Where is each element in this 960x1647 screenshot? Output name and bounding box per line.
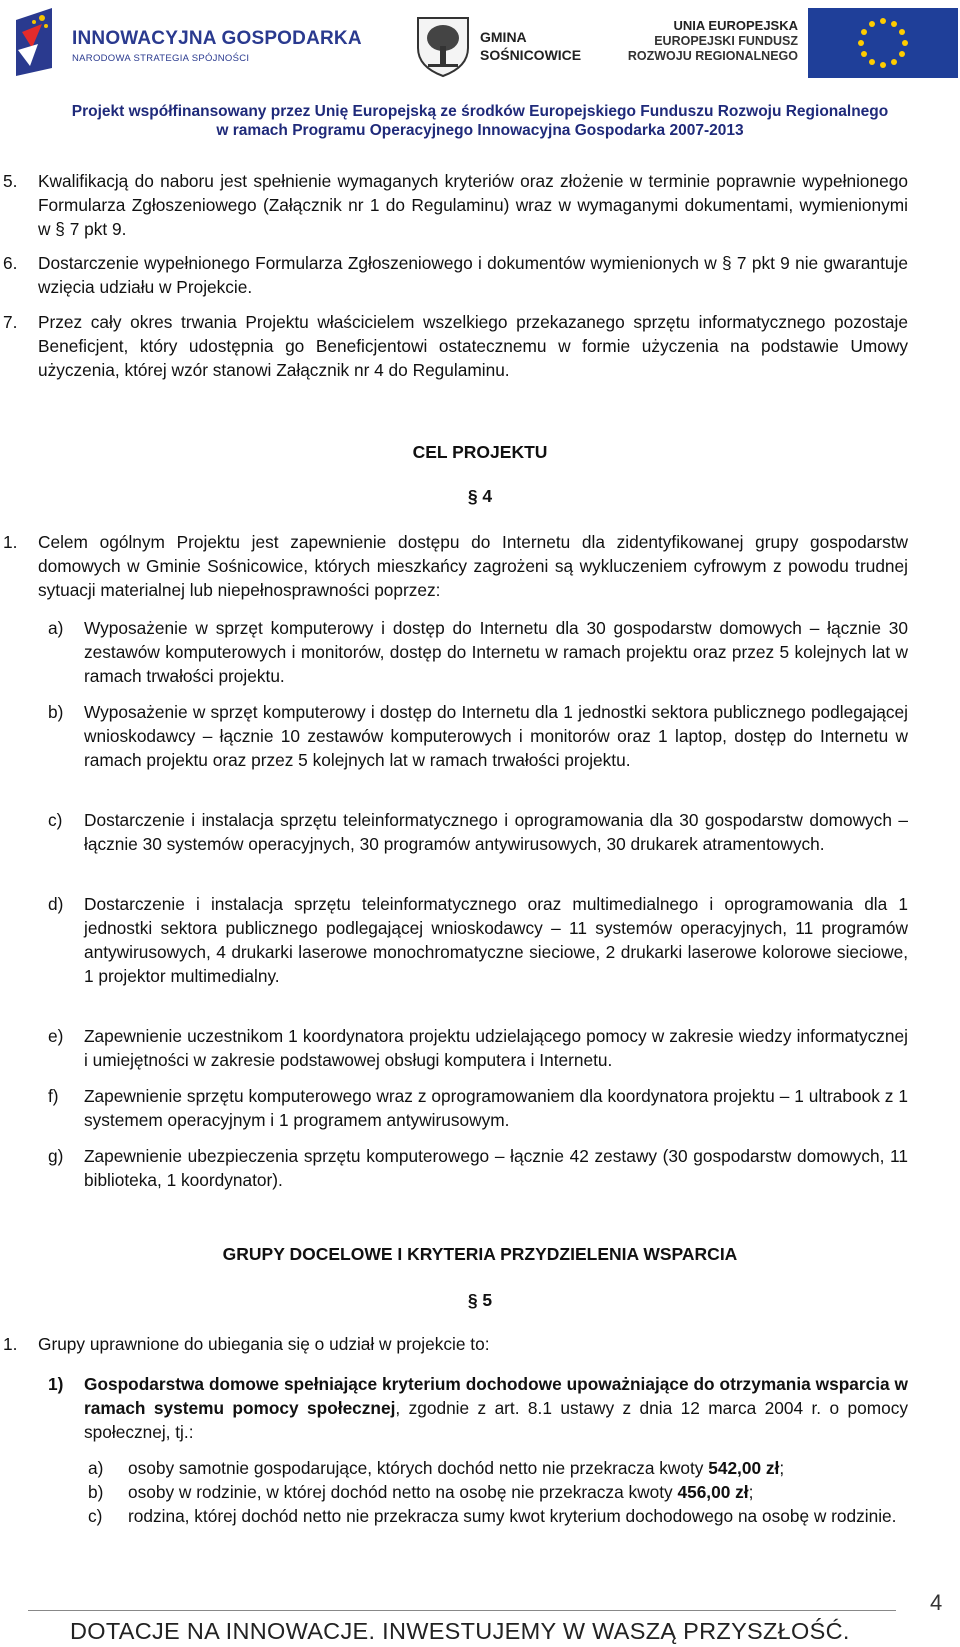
subitem-bold-text: Gospodarstwa domowe spełniające kryterium dochodowe upoważniające do otrzymania wsparcia w ramach systemu pomocy społecznej [84, 1374, 908, 1418]
criterion-letter: c) [88, 1506, 103, 1526]
footer-divider [28, 1610, 896, 1611]
section-title-cel-projektu: CEL PROJEKTU [412, 442, 548, 462]
subitem-letter: b) [48, 702, 64, 722]
item-text: Dostarczenie wypełnionego Formularza Zgłoszeniowego i dokumentów wymienionych w § 7 pkt 9 nie gwarantuje wzięcia udziału w Projekcie. [38, 253, 908, 297]
subitem-letter: c) [48, 810, 63, 830]
gmina-logo [414, 14, 614, 80]
item-number: 1. [3, 1334, 18, 1354]
amount-value: 456,00 zł [677, 1482, 749, 1502]
item-text: Kwalifikacją do naboru jest spełnienie wymaganych kryteriów oraz złożenie w terminie poprawnie wypełnionego Formularza Zgłoszeniowego (Załącznik nr 1 do Regulaminu) wraz w wymaganymi dokumentami, wymienionymi w § 7 pkt 9. [38, 171, 908, 239]
criterion-letter: b) [88, 1482, 104, 1502]
eu-union-label: UNIA EUROPEJSKA [673, 18, 798, 33]
amount-value: 542,00 zł [708, 1458, 780, 1478]
item-number: 5. [3, 171, 18, 191]
page-number: 4 [930, 1590, 943, 1615]
subitem-number: 1) [48, 1374, 64, 1394]
paragraph-sign-5: § 5 [467, 1290, 493, 1310]
subitem-text: Zapewnienie sprzętu komputerowego wraz z oprogramowaniem dla koordynatora projektu – 1 ultrabook z 1 systemem operacyjnym i 1 programem antywirusowym. [84, 1086, 908, 1130]
item-number: 1. [3, 532, 18, 552]
subitem-text: Wyposażenie w sprzęt komputerowy i dostęp do Internetu dla 30 gospodarstw domowych – łącznie 30 zestawów komputerowych i monitorów, dostęp do Internetu w ramach projektu oraz przez 5 kolejnych lat w ramach trwałości projektu. [84, 618, 908, 686]
criterion-text: osoby w rodzinie, w której dochód netto na osobę nie przekracza kwoty 456,00 zł; [128, 1482, 754, 1502]
criterion-text: osoby samotnie gospodarujące, których dochód netto nie przekracza kwoty 542,00 zł; [128, 1458, 785, 1478]
item-text: Przez cały okres trwania Projektu właścicielem wszelkiego przekazanego sprzętu informatycznego pozostaje Beneficjent, który udostępnia go Beneficjentowi ostatecznemu w formie użyczenia na podstawie Umowy użyczenia, której wzór stanowi Załącznik nr 4 do Regulaminu. [38, 312, 908, 380]
eu-fund-label-2: ROZWOJU REGIONALNEGO [627, 49, 798, 63]
logo-title: INNOWACYJNA GOSPODARKA [72, 28, 362, 49]
eu-fund-label: EUROPEJSKI FUNDUSZ [654, 33, 798, 48]
footer-slogan: DOTACJE NA INNOWACJE. INWESTUJEMY W WASZĄ PRZYSZŁOŚĆ. [70, 1618, 850, 1644]
subitem-letter: f) [48, 1086, 59, 1106]
gmina-name: SOŚNICOWICE [480, 47, 582, 63]
eu-logo [627, 8, 958, 80]
subitem-text: Wyposażenie w sprzęt komputerowy i dostęp do Internetu dla 1 jednostki sektora publicznego podlegającej wnioskodawcy – łącznie 10 zestawów komputerowych i monitorów oraz 1 laptop, dostęp do Internetu w ramach projektu oraz przez 5 kolejnych lat w ramach trwałości projektu. [84, 702, 908, 770]
subitem-letter: g) [48, 1146, 64, 1166]
paragraph-sign-4: § 4 [467, 486, 493, 506]
subitem-letter: e) [48, 1026, 64, 1046]
subitem-text: Dostarczenie i instalacja sprzętu teleinformatycznego i oprogramowania dla 30 gospodarstw domowych – łącznie 30 systemów operacyjnych, 30 programów antywirusowych, 30 drukarek atramentowych. [84, 810, 908, 854]
innowacyjna-gospodarka-logo [12, 6, 362, 78]
logo-subtitle: NARODOWA STRATEGIA SPÓJNOŚCI [72, 53, 250, 64]
subitem-text [84, 1372, 908, 1444]
project-funding-note [0, 102, 960, 140]
subitem-letter: a) [48, 618, 64, 638]
eu-flag-icon [808, 8, 958, 78]
subitem-text: Zapewnienie uczestnikom 1 koordynatora projektu udzielającego pomocy w zakresie wiedzy informatycznej i umiejętności w zakresie podstawowej obsługi komputera i Internetu. [84, 1026, 908, 1070]
subitem-text: Dostarczenie i instalacja sprzętu teleinformatycznego oraz multimedialnego i oprogramowania dla 1 jednostki sektora publicznego podlegającej wnioskodawcy – 11 systemów operacyjnych, 11 programów antywirusowych, 4 drukarki laserowe monochromatyczne sieciowe, 2 drukarki laserowe kolorowe sieciowe, 1 projektor multimedialny. [84, 894, 908, 986]
project-note-line-2: w ramach Programu Operacyjnego Innowacyjna Gospodarka 2007-2013 [216, 122, 744, 139]
section-title-grupy-docelowe: GRUPY DOCELOWE I KRYTERIA PRZYDZIELENIA WSPARCIA [222, 1244, 738, 1264]
subitem-rest-text: , zgodnie z art. 8.1 ustawy z dnia 12 marca 2004 r. o pomocy społecznej, tj.: [84, 1398, 908, 1442]
item-number: 6. [3, 253, 18, 273]
project-note-line-1: Projekt współfinansowany przez Unię Europejską ze środków Europejskiego Funduszu Rozwoju Regionalnego [71, 103, 889, 120]
coat-of-arms-icon [414, 14, 472, 78]
item-number: 7. [3, 312, 18, 332]
item-text: Celem ogólnym Projektu jest zapewnienie dostępu do Internetu dla zidentyfikowanej grupy gospodarstw domowych w Gminie Sośnicowice, których mieszkańcy zagrożeni są wykluczeniem cyfrowym z powodu trudnej sytuacji materialnej lub niepełnosprawności poprzez: [38, 532, 908, 600]
criterion-text: rodzina, której dochód netto nie przekracza sumy kwot kryterium dochodowego na osobę w rodzinie. [128, 1506, 897, 1526]
flag-logo-icon [12, 6, 68, 78]
subitem-text: Zapewnienie ubezpieczenia sprzętu komputerowego – łącznie 42 zestawy (30 gospodarstw domowych, 11 biblioteka, 1 koordynator). [84, 1146, 908, 1190]
criterion-letter: a) [88, 1458, 104, 1478]
subitem-letter: d) [48, 894, 64, 914]
gmina-label: GMINA [480, 29, 527, 45]
item-text: Grupy uprawnione do ubiegania się o udział w projekcie to: [38, 1334, 490, 1354]
